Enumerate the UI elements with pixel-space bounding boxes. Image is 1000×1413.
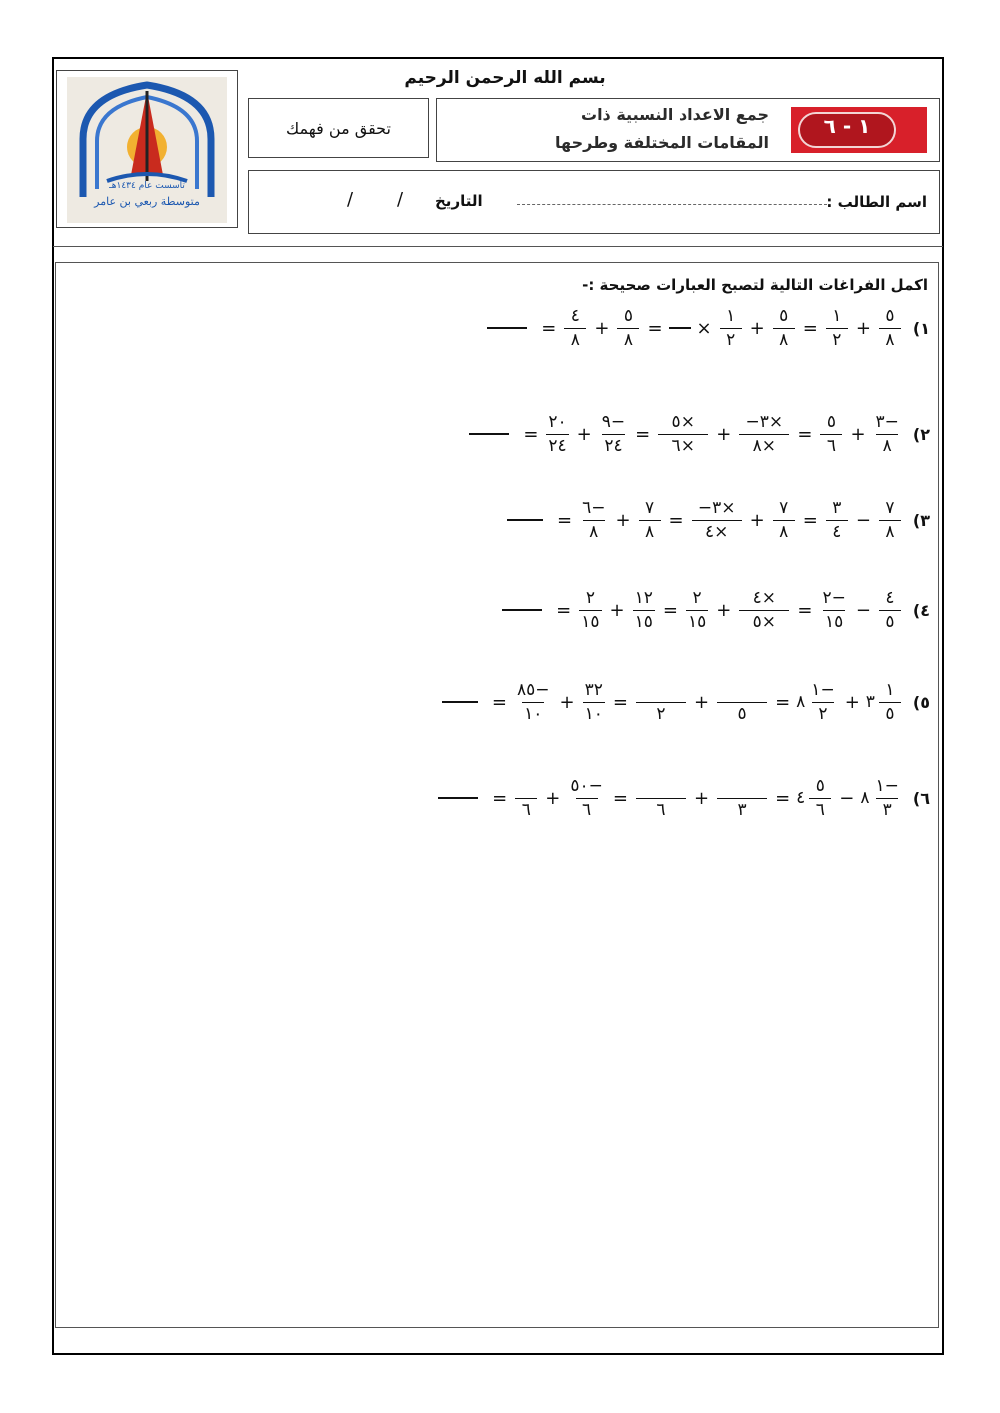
denominator: ٨	[639, 520, 661, 541]
date-label: التاريخ	[435, 192, 483, 210]
fraction	[636, 778, 686, 819]
answer-blank[interactable]	[507, 519, 543, 521]
numerator: ٨٥−	[517, 679, 550, 700]
denominator: ١٥	[634, 611, 653, 632]
check-understanding-box	[248, 98, 429, 158]
denominator: ٢٤	[604, 435, 623, 456]
date-slash-2: /	[347, 189, 354, 210]
answer-blank[interactable]	[502, 609, 542, 611]
denominator: ٦	[820, 434, 842, 455]
denominator: ١٠	[584, 703, 603, 724]
fraction	[633, 587, 655, 632]
exercise-6	[424, 770, 930, 826]
denominator: ٨	[583, 520, 605, 541]
plus-sign: +	[844, 691, 860, 713]
student-name-label: اسم الطالب :	[826, 193, 927, 211]
numerator[interactable]	[636, 778, 686, 798]
plus-sign: +	[850, 423, 866, 445]
whole-number: ٣	[865, 692, 875, 712]
instruction-text: اكمل الفراغات التالية لتصبح العبارات صحيحة :-	[582, 276, 928, 294]
denominator: ٨	[879, 328, 901, 349]
minus-sign: −	[855, 599, 871, 621]
denominator[interactable]: ٦×	[658, 434, 708, 455]
denominator: ٢٤	[548, 435, 567, 456]
numerator[interactable]: ٤×	[752, 587, 777, 608]
numerator[interactable]	[717, 778, 767, 798]
fraction	[639, 497, 661, 542]
fraction	[820, 411, 842, 456]
numerator: ٦−	[582, 497, 606, 518]
whole-number: ٤	[796, 788, 806, 808]
numerator[interactable]: −٣×	[697, 497, 736, 518]
denominator: ٨	[879, 520, 901, 541]
denominator: ٢	[812, 702, 834, 723]
fraction	[515, 679, 552, 724]
fraction	[600, 411, 627, 456]
fraction	[580, 497, 607, 542]
numerator: ٣−	[875, 411, 899, 432]
numerator: ٣٢	[584, 679, 603, 700]
check-understanding-label: تحقق من فهمك	[286, 118, 391, 138]
denominator: ٣	[876, 798, 898, 819]
numerator[interactable]: −٣×	[745, 411, 784, 432]
denominator: ١٥	[825, 611, 844, 632]
fraction	[874, 775, 901, 820]
times-sign: ×	[696, 317, 712, 339]
lesson-title-line1: جمع الاعداد النسبية ذات	[580, 105, 769, 124]
denominator: ٥	[717, 702, 767, 723]
equals-sign: =	[491, 691, 507, 713]
equals-sign: =	[556, 509, 573, 531]
exercise-3	[493, 492, 930, 548]
denominator: ٢	[720, 328, 742, 349]
plus-sign: +	[693, 787, 710, 809]
fraction	[874, 411, 901, 456]
fraction	[686, 587, 708, 632]
numerator: ١	[726, 305, 736, 326]
numerator[interactable]	[636, 682, 686, 702]
equals-sign: =	[662, 599, 678, 621]
denominator: ٦	[576, 798, 598, 819]
fraction	[879, 679, 901, 724]
numerator: ١٢	[634, 587, 653, 608]
minus-sign: −	[839, 787, 855, 809]
denominator: ٤	[826, 520, 848, 541]
fraction	[564, 305, 586, 350]
fraction	[579, 587, 601, 632]
numerator: ٧	[779, 497, 789, 518]
equals-sign: =	[492, 787, 508, 809]
fraction	[826, 305, 848, 350]
answer-blank[interactable]	[469, 433, 509, 435]
denominator[interactable]: ٨×	[739, 434, 789, 455]
fraction	[809, 679, 836, 724]
plus-sign: +	[855, 317, 871, 339]
equals-sign: =	[523, 423, 539, 445]
denominator: ٦	[809, 798, 831, 819]
denominator: ٣	[717, 798, 767, 819]
denominator: ٨	[773, 328, 795, 349]
plus-sign: +	[693, 691, 710, 713]
numerator: ٢−	[822, 587, 846, 608]
fraction	[617, 305, 639, 350]
denominator: ٦	[515, 798, 537, 819]
exercise-number: ٣)	[912, 510, 930, 530]
equals-sign: =	[802, 317, 818, 339]
fraction	[739, 587, 789, 632]
exercise-number: ٤)	[912, 600, 930, 620]
fraction	[879, 497, 901, 542]
plus-sign: +	[609, 599, 625, 621]
numerator: ٢٠	[548, 411, 567, 432]
exercise-2	[455, 406, 930, 462]
fraction	[717, 778, 767, 819]
denominator: ٥	[879, 702, 901, 723]
denominator: ٨	[564, 328, 586, 349]
denominator: ٨	[773, 520, 795, 541]
lesson-number-badge	[775, 105, 927, 155]
answer-blank[interactable]	[438, 797, 478, 799]
lesson-title-box	[436, 98, 940, 162]
fraction	[546, 411, 568, 456]
numerator: ٥٠−	[570, 775, 603, 796]
denominator: ٢	[636, 702, 686, 723]
numerator: ٥	[623, 305, 634, 326]
equals-sign: =	[612, 691, 628, 713]
fraction	[515, 778, 537, 819]
fraction	[568, 775, 605, 820]
fraction	[773, 305, 795, 350]
numerator: ٥	[885, 305, 895, 326]
numerator: ٧	[885, 497, 895, 518]
equals-sign: =	[775, 787, 791, 809]
fraction	[739, 411, 789, 456]
numerator: ١	[832, 305, 842, 326]
plus-sign: +	[576, 423, 592, 445]
equals-sign: =	[797, 423, 813, 445]
equals-sign: =	[797, 599, 813, 621]
plus-sign: +	[749, 317, 765, 339]
plus-sign: +	[749, 509, 765, 531]
lesson-number: ١ - ٦	[823, 114, 871, 138]
plus-sign: +	[615, 509, 631, 531]
date-slash-1: /	[397, 189, 404, 210]
exercise-number: ٦)	[912, 788, 930, 808]
exercise-1	[473, 300, 930, 356]
answer-blank[interactable]	[442, 701, 478, 703]
denominator: ٦	[636, 798, 686, 819]
school-logo-box	[56, 70, 238, 228]
fraction	[692, 497, 742, 542]
numerator: ١	[885, 679, 895, 700]
plus-sign: +	[716, 599, 732, 621]
fraction	[717, 682, 767, 723]
fraction	[720, 305, 742, 350]
school-logo	[67, 77, 227, 223]
numerator: ٧	[644, 497, 655, 518]
numerator[interactable]	[515, 778, 537, 798]
equals-sign: =	[635, 423, 651, 445]
lesson-title-line2: المقامات المختلفة وطرحها	[555, 133, 769, 152]
denominator: ١٥	[581, 611, 600, 632]
exercise-4	[488, 582, 930, 638]
basmala: بسم الله الرحمن الرحيم	[404, 68, 606, 88]
exercise-number: ٢)	[912, 424, 930, 444]
equals-sign: =	[612, 787, 628, 809]
denominator[interactable]: ٥×	[739, 610, 789, 631]
denominator: ٨	[617, 328, 639, 349]
student-name-field[interactable]	[517, 204, 827, 205]
fraction	[826, 497, 848, 542]
exercise-number: ٥)	[912, 692, 930, 712]
equals-sign: =	[775, 691, 791, 713]
equals-sign: =	[802, 509, 818, 531]
numerator: ٩−	[601, 411, 626, 432]
header-divider	[53, 246, 943, 247]
fraction	[820, 587, 847, 632]
numerator[interactable]	[717, 682, 767, 702]
denominator: ٨	[876, 434, 898, 455]
exercise-5	[428, 674, 930, 730]
student-info-box	[248, 170, 940, 234]
denominator: ٥	[879, 610, 901, 631]
logo-caption-line1: تأسست عام ١٤٣٤هـ	[109, 181, 185, 191]
numerator: ٥	[815, 775, 825, 796]
equals-sign: =	[541, 317, 557, 339]
plus-sign: +	[559, 691, 575, 713]
logo-caption-line2: متوسطة ربعي بن عامر	[94, 195, 200, 208]
answer-blank[interactable]	[487, 327, 527, 329]
numerator: ٢	[692, 587, 702, 608]
denominator: ١٥	[687, 611, 707, 632]
denominator: ١٠	[524, 703, 543, 724]
minus-sign: −	[855, 509, 871, 531]
fraction	[583, 679, 605, 724]
fraction	[809, 775, 831, 820]
fraction	[636, 682, 686, 723]
answer-blank[interactable]	[669, 327, 691, 329]
whole-number: ٨	[860, 788, 870, 808]
numerator: ٣	[832, 497, 842, 518]
fraction	[879, 305, 901, 350]
numerator: ٤	[570, 305, 580, 326]
exercise-number: ١)	[912, 318, 930, 338]
plus-sign: +	[545, 787, 561, 809]
fraction	[879, 587, 901, 632]
numerator: ٥	[779, 305, 789, 326]
numerator: ٤	[885, 587, 895, 608]
plus-sign: +	[716, 423, 732, 445]
numerator: ١−	[811, 679, 835, 700]
equals-sign: =	[668, 509, 684, 531]
whole-number: ٨	[796, 692, 806, 712]
plus-sign: +	[594, 317, 610, 339]
numerator: ٢	[585, 587, 595, 608]
numerator[interactable]: ٥×	[671, 411, 695, 432]
numerator: ٥	[826, 411, 836, 432]
equals-sign: =	[647, 317, 663, 339]
denominator: ٢	[826, 328, 848, 349]
equals-sign: =	[556, 599, 572, 621]
fraction	[658, 411, 708, 456]
denominator[interactable]: ٤×	[692, 520, 742, 541]
numerator: ١−	[875, 775, 899, 796]
fraction	[773, 497, 795, 542]
